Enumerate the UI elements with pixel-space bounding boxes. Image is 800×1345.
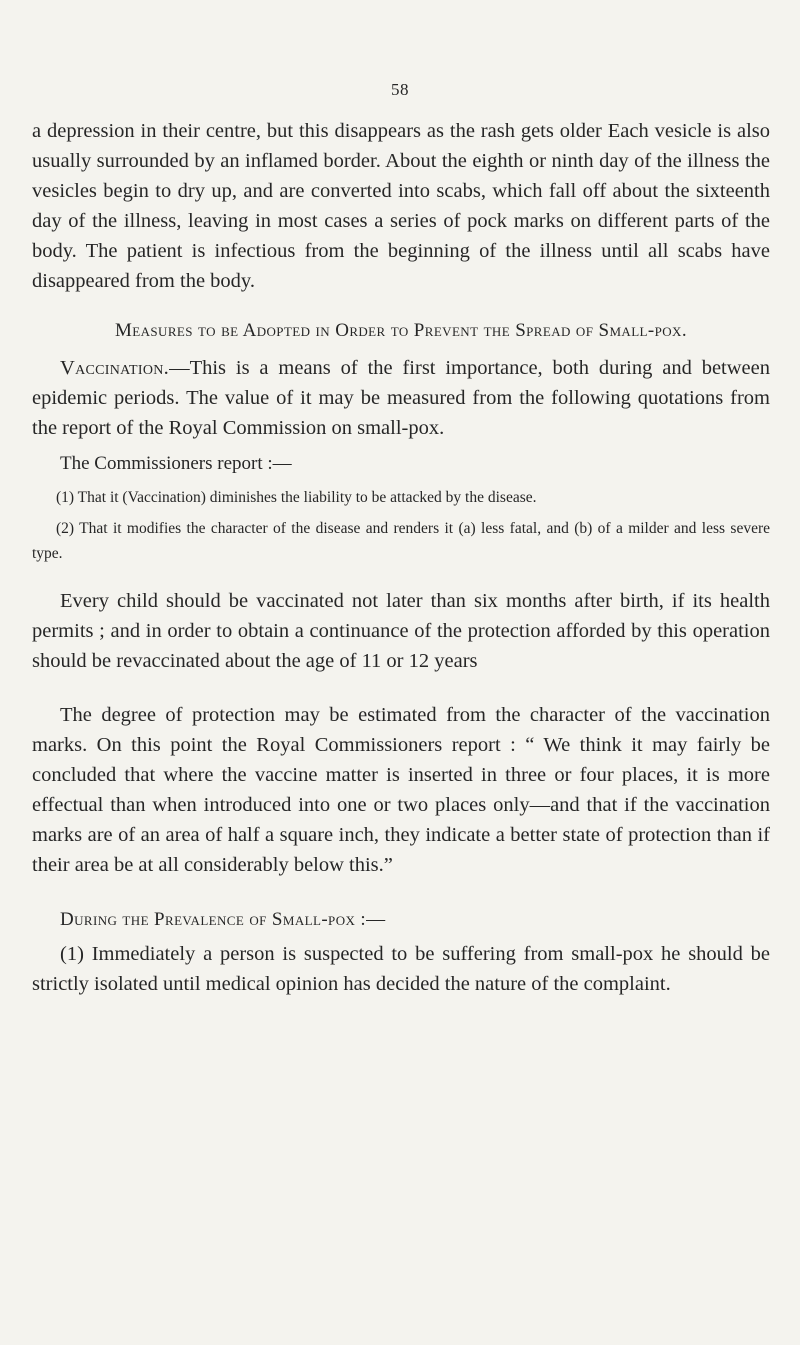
paragraph-every-child: Every child should be vaccinated not later than six months after birth, if its health permits ; and in order to obtain a continuance of the protection afforded by this operation should be revaccinated about the age of 11 or 12 years: [32, 590, 770, 672]
page-body: [32, 116, 770, 999]
paragraph-degree-of-protection: The degree of protection may be estimated from the character of the vaccination marks. On this point the Royal Commissioners report : “ We think it may fairly be concluded that where the vaccine matter is inserted in three or four places, it is more effectual than when introduced into one or two places only—and that if the vaccination marks are of an area of half a square inch, they indicate a better state of protection than if their area be at all considerably below this.”: [32, 704, 770, 876]
prevalence-heading: [32, 904, 770, 935]
page-number: 58: [391, 80, 409, 99]
vaccination-text: —This is a means of the first importance, both during and between epidemic periods. The value of it may be measured from the following quotations from the report of the Royal Commission on small-pox.: [32, 357, 770, 439]
vaccination-label: Vaccination.: [60, 357, 170, 379]
paragraph-vaccination: [32, 353, 770, 443]
section-heading-measures: Measures to be Adopted in Order to Prevent the Spread of Small-pox.: [115, 320, 687, 341]
prevalence-label: During the Prevalence of Small-pox :—: [60, 909, 386, 930]
quote-item-1: (1) That it (Vaccination) diminishes the liability to be attacked by the disease.: [56, 489, 537, 506]
prevalence-item-1: (1) Immediately a person is suspected to be suffering from small-pox he should be strictly isolated until medical opinion has decided the nature of the complaint.: [32, 943, 770, 995]
quote-item-2: (2) That it modifies the character of the disease and renders it (a) less fatal, and (b) of a milder and less severe type.: [32, 520, 770, 562]
paragraph-rash-description: a depression in their centre, but this disappears as the rash gets older Each vesicle is also usually surrounded by an inflamed border. About the eighth or ninth day of the illness the vesicles begin to dry up, and are converted into scabs, which fall off about the sixteenth day of the illness, leaving in most cases a series of pock marks on different parts of the body. The patient is infectious from the beginning of the illness until all scabs have disappeared from the body.: [32, 120, 770, 292]
commissioners-report-intro: The Commissioners report :—: [60, 453, 292, 474]
